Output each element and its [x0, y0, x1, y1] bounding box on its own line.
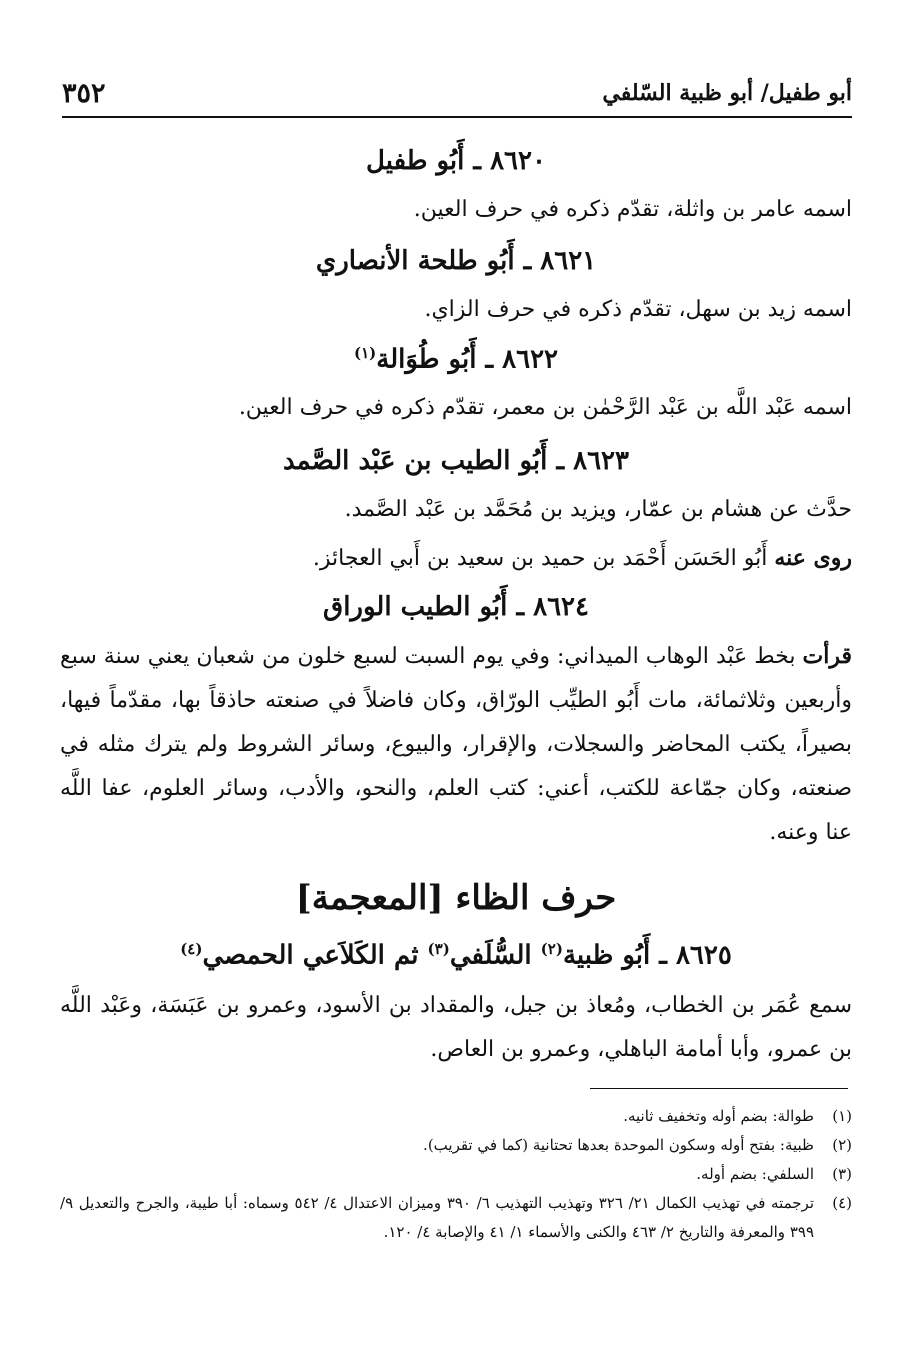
- entry-title-8624: ٨٦٢٤ ـ أَبُو الطيب الوراق: [323, 592, 589, 622]
- entry-body-8623: حدَّث عن هشام بن عمّار، ويزيد بن مُحَمَّد بن عَبْد الصَّمد.: [344, 497, 852, 522]
- entry-title-8620: ٨٦٢٠ ـ أَبُو طفيل: [366, 146, 546, 176]
- entry-body-8622: اسمه عَبْد اللَّه بن عَبْد الرَّحْمٰن بن معمر، تقدّم ذكره في حرف العين.: [238, 395, 852, 420]
- entry-title-8623: ٨٦٢٣ ـ أَبُو الطيب بن عَبْد الصَّمد: [283, 446, 629, 476]
- footnote-4: (٤) ترجمته في تهذيب الكمال ٢١/ ٣٢٦ وتهذيب التهذيب ٦/ ٣٩٠ وميزان الاعتدال ٤/ ٥٤٢ وسماه: أبا طيبة، والجرح والتعديل ٩/ ٣٩٩ والمعرفة والتاريخ ٢/ ٤٦٣ والكنى والأسماء ١/ ٤١ والإصابة ٤/ ١٢٠.: [60, 1194, 852, 1241]
- page-header: [62, 70, 852, 118]
- entry-body-8621: اسمه زيد بن سهل، تقدّم ذكره في حرف الزاي.: [424, 297, 852, 322]
- footnote-3: (٣) السلفي: بضم أوله.: [696, 1165, 852, 1183]
- read-label: قرأت: [802, 643, 852, 669]
- entry-title-8622: ٨٦٢٢ ـ أَبُو طُوَالة$^{(١)}$: [353, 344, 558, 375]
- footnote-1: (١) طوالة: بضم أوله وتخفيف ثانيه.: [623, 1107, 852, 1125]
- entry-title-8625: ٨٦٢٥ ـ أَبُو ظبية$^{(٢)}$ السُّلَفي$^{(٣)}$ ثم الكَلاَعي الحمصي$^{(٤)}$: [180, 940, 732, 971]
- section-title: حرف الظاء [المعجمة]: [295, 878, 617, 918]
- entry-body-8620: اسمه عامر بن واثلة، تقدّم ذكره في حرف العين.: [413, 197, 852, 222]
- footnote-ref-2: (٢): [540, 940, 563, 958]
- entry-title-8621: ٨٦٢١ ـ أَبُو طلحة الأنصاري: [315, 246, 597, 276]
- entry-body-8624: قرأت بخط عَبْد الوهاب الميداني: وفي يوم السبت لسبع خلون من شعبان يعني سنة سبع وأربعين وثلاثمائة، مات أَبُو الطيِّب الورّاق، وكان فاضلاً في صنعته حاذقاً بها، مقدّماً فيها، بصيراً، يكتب المحاضر والسجلات، والإقرار، والبيوع، وسائر الشروط ولم يترك مثله في صنعته، وكان جمّاعة للكتب، أعني: كتب العلم، والنحو، والأدب، وسائر العلوم، عفا اللَّه عنا وعنه.: [60, 643, 852, 845]
- footnote-2: (٢) ظبية: بفتح أوله وسكون الموحدة بعدها تحتانية (كما في تقريب).: [423, 1136, 852, 1154]
- footnotes: [60, 1102, 852, 1247]
- footnote-separator: [590, 1088, 848, 1089]
- running-title: أبو طفيل/ أبو ظبية السّلفي: [602, 80, 852, 106]
- footnote-ref-4: (٤): [180, 940, 203, 958]
- footnote-ref-3: (٣): [427, 940, 450, 958]
- entry-body-8623-narrators: روى عنه أَبُو الحَسَن أَحْمَد بن حميد بن سعيد بن أَبي العجائز.: [312, 545, 852, 571]
- entry-body-8625: سمع عُمَر بن الخطاب، ومُعاذ بن جبل، والمقداد بن الأسود، وعمرو بن عَبَسَة، وعَبْد اللَّه بن عمرو، وأبا أمامة الباهلي، وعمرو بن العاص.: [60, 993, 852, 1062]
- footnote-ref-1: (١): [353, 344, 377, 362]
- narrated-by-label: روى عنه: [774, 545, 852, 571]
- page-number: ٣٥٢: [62, 77, 106, 109]
